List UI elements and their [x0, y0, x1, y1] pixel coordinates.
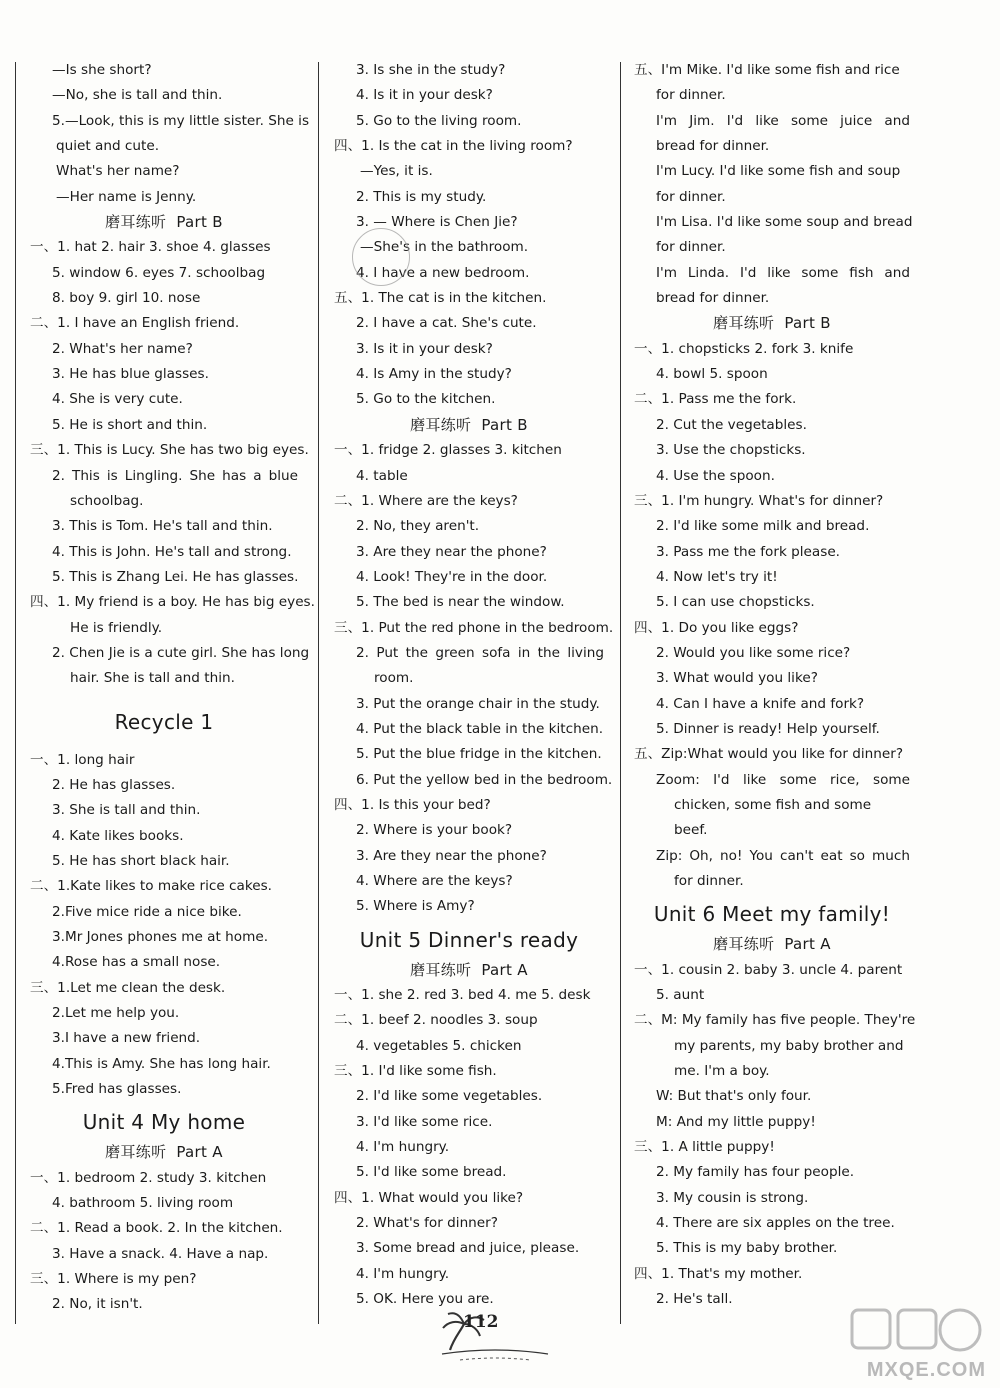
answer-line: 3. I'd like some rice. [356, 1113, 493, 1130]
answer-line: I'm Linda. I'd like some fish and [656, 264, 910, 281]
answer-line: 2. He has glasses. [52, 776, 176, 793]
answer-line: 2. I'd like some vegetables. [356, 1088, 543, 1105]
section-heading-cn: 磨耳练听 [713, 314, 775, 333]
answer-line: 四、1. My friend is a boy. He has big eyes. [30, 594, 315, 611]
section-heading-part: Part B [784, 314, 831, 333]
answer-line: 5. I can use chopsticks. [656, 594, 815, 611]
answer-line: I'm Lisa. I'd like some soup and bread [656, 214, 913, 231]
answer-line: 5. aunt [656, 987, 705, 1004]
column-divider-2 [620, 62, 621, 1324]
answer-line: 2. No, they aren't. [356, 518, 480, 535]
section-heading-part: Part A [481, 960, 528, 979]
answer-line: bread for dinner. [656, 290, 770, 307]
answer-line: 4. bathroom 5. living room [52, 1195, 234, 1212]
answer-line: 5. Dinner is ready! Help yourself. [656, 720, 880, 737]
answer-column-1 [30, 58, 315, 1318]
answer-line: 2. Would you like some rice? [656, 644, 851, 661]
answer-line: 4. Now let's try it! [656, 568, 778, 585]
answer-line: 一、1. hat 2. hair 3. shoe 4. glasses [30, 239, 271, 256]
answer-line: Zoom: I'd like some rice, some [656, 771, 910, 788]
answer-line: 5. Go to the living room. [356, 112, 522, 129]
answer-line: 2. This is my study. [356, 188, 487, 205]
answer-line: 四、1. Is the cat in the living room? [334, 138, 573, 155]
answer-line: 2. What's her name? [52, 340, 193, 357]
answer-line: 4. This is John. He's tall and strong. [52, 543, 292, 560]
answer-line: 2. I have a cat. She's cute. [356, 315, 537, 332]
answer-line: 四、1. That's my mother. [634, 1265, 803, 1282]
section-heading [30, 210, 298, 235]
answer-line: 4. Is it in your desk? [356, 87, 493, 104]
answer-line: 4. table [356, 467, 408, 484]
answer-line: 一、1. fridge 2. glasses 3. kitchen [334, 442, 562, 459]
answer-line: 二、1. Read a book. 2. In the kitchen. [30, 1220, 283, 1237]
answer-line: 3. — Where is Chen Jie? [356, 214, 518, 231]
answer-line: 一、1. bedroom 2. study 3. kitchen [30, 1169, 267, 1186]
answer-line: 4. Kate likes books. [52, 827, 184, 844]
answer-line: for dinner. [656, 188, 726, 205]
answer-line: 二、M: My family has five people. They're [634, 1012, 916, 1029]
answer-line: 4. Where are the keys? [356, 873, 513, 889]
answer-line: 五、1. The cat is in the kitchen. [334, 290, 547, 307]
column-divider-1 [318, 62, 319, 1324]
answer-line: 4. I'm hungry. [356, 1265, 450, 1282]
answer-line: schoolbag. [70, 492, 144, 509]
answer-line: 3. What would you like? [656, 670, 818, 687]
answer-line: —She's in the bathroom. [360, 239, 529, 256]
answer-line: 一、1. she 2. red 3. bed 4. me 5. desk [334, 987, 591, 1004]
answer-line: 3. Use the chopsticks. [656, 442, 806, 459]
answer-line: —No, she is tall and thin. [52, 87, 223, 104]
answer-line: 5.Fred has glasses. [52, 1081, 182, 1098]
answer-line: 3. This is Tom. He's tall and thin. [52, 518, 273, 535]
answer-line: 3. Are they near the phone? [356, 543, 547, 560]
answer-line: Zip: Oh, no! You can't eat so much [656, 847, 910, 864]
answer-line: 四、1. Do you like eggs? [634, 619, 799, 636]
answer-line: 二、1. Pass me the fork. [634, 391, 797, 408]
page-number: 112 [463, 1312, 499, 1332]
answer-line: —Is she short? [52, 62, 152, 78]
answer-line: 四、1. Is this your bed? [334, 796, 491, 813]
answer-line: 二、1. I have an English friend. [30, 315, 240, 332]
answer-line: 三、1. I'm hungry. What's for dinner? [634, 492, 884, 509]
answer-line: I'm Lucy. I'd like some fish and soup [656, 163, 901, 180]
section-heading-part: Part B [481, 415, 528, 434]
answer-line: chicken, some fish and some [674, 796, 872, 813]
section-heading-cn: 磨耳练听 [713, 935, 775, 954]
answer-line: 5. He is short and thin. [52, 416, 208, 433]
answer-line: 6. Put the yellow bed in the bedroom. [356, 771, 613, 788]
answer-line: 4. Can I have a knife and fork? [656, 695, 865, 712]
answer-line: 五、Zip:What would you like for dinner? [634, 746, 904, 763]
answer-line: 4. vegetables 5. chicken [356, 1037, 522, 1054]
answer-line: for dinner. [674, 873, 744, 889]
answer-line: 2. No, it isn't. [52, 1296, 143, 1313]
answer-line: W: But that's only four. [656, 1088, 812, 1105]
answer-line: 一、1. long hair [30, 751, 135, 768]
answer-line: 5. He has short black hair. [52, 852, 230, 869]
answer-line: 3.I have a new friend. [52, 1030, 201, 1047]
answer-line: 3. Are they near the phone? [356, 847, 547, 864]
answer-line: 3. My cousin is strong. [656, 1189, 809, 1206]
answer-line: 3. Pass me the fork please. [656, 543, 840, 560]
answer-line: 5. This is Zhang Lei. He has glasses. [52, 568, 299, 585]
section-heading-cn: 磨耳练听 [105, 213, 167, 232]
answer-line: 三、1. Put the red phone in the bedroom. [334, 619, 614, 636]
answer-line: beef. [674, 822, 708, 839]
answer-line: 4. Put the black table in the kitchen. [356, 720, 604, 737]
answer-line: —Yes, it is. [360, 163, 433, 180]
column-divider-left [15, 62, 16, 1324]
answer-line: 三、1. Where is my pen? [30, 1271, 197, 1288]
answer-line: 三、1. I'd like some fish. [334, 1063, 497, 1080]
answer-line: 4. bowl 5. spoon [656, 366, 768, 383]
section-heading-cn: 磨耳练听 [410, 960, 472, 979]
answer-line: 3. She is tall and thin. [52, 802, 201, 819]
unit-title: Unit 4 My home [82, 1110, 246, 1135]
answer-line: 3. Put the orange chair in the study. [356, 695, 600, 712]
answer-line: quiet and cute. [56, 138, 160, 155]
section-heading [634, 932, 910, 957]
answer-line: bread for dinner. [656, 138, 770, 155]
answer-line: 5.—Look, this is my little sister. She is [52, 112, 310, 129]
answer-line: hair. She is tall and thin. [70, 670, 235, 687]
answer-line: for dinner. [656, 239, 726, 256]
answer-line: 2. This is Lingling. She has a blue [52, 467, 298, 484]
answer-line: 5. Go to the kitchen. [356, 391, 496, 408]
answer-line: 5. Put the blue fridge in the kitchen. [356, 746, 602, 763]
answer-line: for dinner. [656, 87, 726, 104]
answer-line: 2. Cut the vegetables. [656, 416, 807, 433]
answer-line: 二、1. Where are the keys? [334, 492, 518, 509]
section-heading-part: Part B [176, 213, 223, 232]
answer-line: 5. The bed is near the window. [356, 594, 565, 611]
section-heading [334, 958, 604, 983]
faint-stamp-mark [352, 228, 410, 286]
answer-line: 2. I'd like some milk and bread. [656, 518, 870, 535]
answer-line: room. [374, 670, 414, 687]
section-heading-cn: 磨耳练听 [105, 1143, 167, 1162]
unit-title: Unit 6 Meet my family! [653, 902, 891, 927]
answer-line: 4. There are six apples on the tree. [656, 1215, 895, 1232]
section-heading-cn: 磨耳练听 [410, 415, 472, 434]
answer-line: M: And my little puppy! [656, 1113, 816, 1130]
answer-line: 2.Let me help you. [52, 1005, 180, 1022]
answer-line: 一、1. cousin 2. baby 3. uncle 4. parent [634, 961, 903, 978]
answer-line: 2. Where is your book? [356, 822, 513, 839]
answer-line: 4. I have a new bedroom. [356, 264, 530, 281]
answer-line: 3.Mr Jones phones me at home. [52, 929, 269, 945]
answer-line: He is friendly. [70, 619, 163, 636]
answer-line: 2. He's tall. [656, 1291, 733, 1308]
answer-line: 4. Is Amy in the study? [356, 366, 512, 383]
answer-line: 4.This is Amy. She has long hair. [52, 1055, 271, 1072]
section-heading-part: Part A [784, 935, 831, 954]
answer-line: me. I'm a boy. [674, 1063, 770, 1080]
section-heading [334, 413, 604, 438]
unit-title: Recycle 1 [114, 709, 214, 734]
answer-line: 4. Look! They're in the door. [356, 568, 548, 585]
answer-line: 5. I'd like some bread. [356, 1164, 507, 1181]
answer-line: 4. I'm hungry. [356, 1139, 450, 1156]
answer-line: 3. Some bread and juice, please. [356, 1240, 580, 1257]
answer-line: 2.Five mice ride a nice bike. [52, 903, 242, 920]
answer-line: I'm Jim. I'd like some juice and [656, 112, 910, 129]
answer-line: 2. Chen Jie is a cute girl. She has long [52, 644, 310, 661]
section-heading [634, 311, 910, 336]
answer-line: 三、1. This is Lucy. She has two big eyes. [30, 442, 309, 459]
answer-line: 3. Is she in the study? [356, 62, 506, 78]
answer-line: 3. Have a snack. 4. Have a nap. [52, 1245, 269, 1262]
answer-line: 3. Is it in your desk? [356, 340, 493, 357]
answer-line: 4.Rose has a small nose. [52, 954, 221, 971]
section-heading-part: Part A [176, 1143, 223, 1162]
answer-line: 5. This is my baby brother. [656, 1240, 838, 1257]
answer-line: —Her name is Jenny. [56, 188, 197, 205]
answer-line: 5. window 6. eyes 7. schoolbag [52, 264, 266, 281]
answer-line: 二、1. beef 2. noodles 3. soup [334, 1012, 538, 1029]
answer-line: 二、1.Kate likes to make rice cakes. [30, 878, 272, 895]
answer-line: my parents, my baby brother and [674, 1037, 904, 1054]
section-heading [30, 1140, 298, 1165]
answer-line: 4. Use the spoon. [656, 467, 775, 484]
answer-line: 四、1. What would you like? [334, 1189, 524, 1206]
answer-line: 2. My family has four people. [656, 1164, 855, 1181]
answer-line: 一、1. chopsticks 2. fork 3. knife [634, 340, 854, 357]
answer-line: 5. OK. Here you are. [356, 1291, 494, 1308]
unit-title: Unit 5 Dinner's ready [359, 927, 579, 952]
answer-line: 5. Where is Amy? [356, 898, 475, 915]
answer-line: What's her name? [56, 163, 180, 180]
answer-line: 三、1. A little puppy! [634, 1139, 775, 1156]
answer-column-3 [634, 58, 916, 1313]
answer-line: 2. Put the green sofa in the living [356, 644, 604, 661]
answer-line: 2. What's for dinner? [356, 1215, 498, 1232]
watermark-text: MXQE.COM [866, 1359, 986, 1381]
answer-line: 8. boy 9. girl 10. nose [52, 290, 201, 307]
answer-line: 3. He has blue glasses. [52, 366, 209, 383]
answer-line: 4. She is very cute. [52, 391, 183, 408]
answer-line: 三、1.Let me clean the desk. [30, 979, 226, 996]
answer-line: 五、I'm Mike. I'd like some fish and rice [634, 62, 900, 78]
